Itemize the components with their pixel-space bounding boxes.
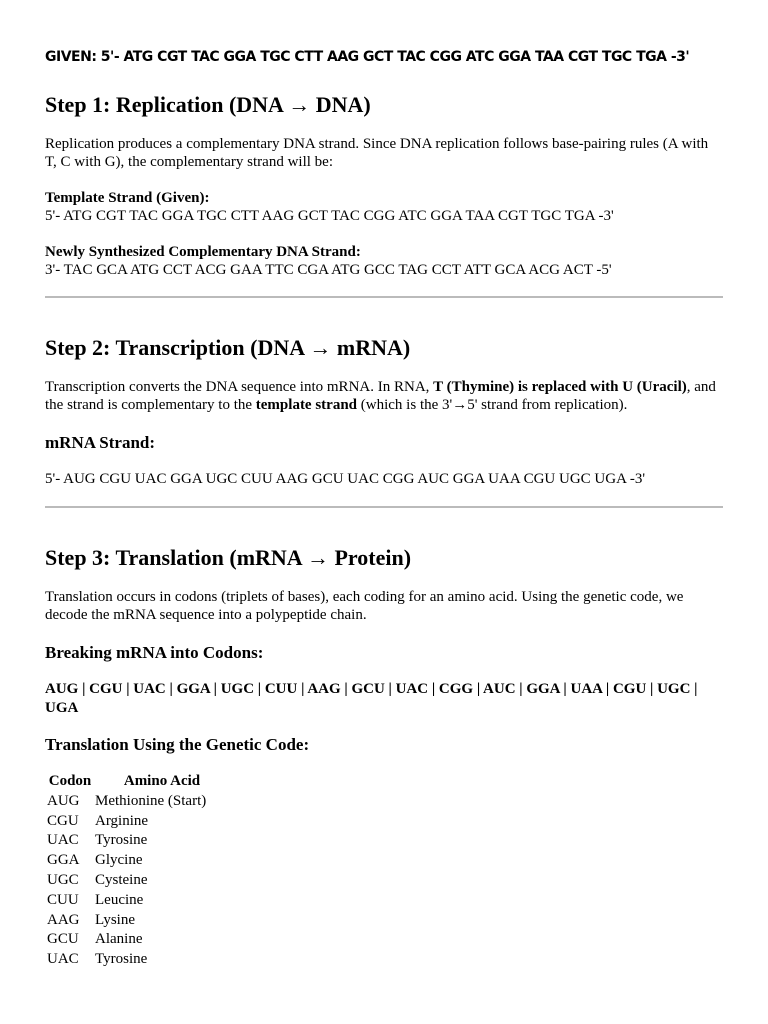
- section-divider: [45, 296, 723, 298]
- new-strand-sequence: 3'- TAC GCA ATG CCT ACG GAA TTC CGA ATG GCC TAG CCT ATT GCA ACG ACT -5': [45, 262, 612, 278]
- table-row: UAC Tyrosine: [47, 951, 148, 968]
- step3-heading: Step 3: Translation (mRNA → Protein): [45, 545, 412, 570]
- table-header-row: [45, 772, 229, 792]
- genetic-code-table: [45, 772, 229, 970]
- step2-intro: Transcription converts the DNA sequence into mRNA. In RNA, T (Thymine) is replaced with U (Uracil), and the strand is complementary to the template strand (which is the 3'→5' strand from replication).: [45, 379, 716, 413]
- mrna-strand-sequence: 5'- AUG CGU UAC GGA UGC CUU AAG GCU UAC CGG AUC GGA UAA CGU UGC UGA -3': [45, 471, 646, 487]
- genetic-code-heading: Translation Using the Genetic Code:: [45, 735, 310, 754]
- table-row: CUU Leucine: [47, 891, 144, 908]
- section-divider: [45, 506, 723, 508]
- codons-heading: Breaking mRNA into Codons:: [45, 643, 264, 662]
- codon-list: AUG | CGU | UAC | GGA | UGC | CUU | AAG | GCU | UAC | CGG | AUC | GGA | UAA | CGU | UGC | UGA: [45, 681, 698, 716]
- table-row: GCU Alanine: [47, 931, 143, 948]
- table-row: GGA Glycine: [47, 852, 143, 869]
- template-strand-sequence: 5'- ATG CGT TAC GGA TGC CTT AAG GCT TAC CGG ATC GGA TAA CGT TGC TGA -3': [45, 208, 614, 224]
- given-sequence: GIVEN: 5'- ATG CGT TAC GGA TGC CTT AAG GCT TAC CGG ATC GGA TAA CGT TGC TGA -3': [45, 49, 690, 65]
- step1-heading: Step 1: Replication (DNA → DNA): [45, 92, 371, 117]
- step1-intro: Replication produces a complementary DNA strand. Since DNA replication follows base-pairing rules (A with T, C with G), the complementary strand will be:: [45, 136, 709, 170]
- mrna-strand-heading: mRNA Strand:: [45, 433, 156, 452]
- table-row: CGU Arginine: [47, 812, 149, 829]
- step3-intro: Translation occurs in codons (triplets of bases), each coding for an amino acid. Using the genetic code, we decode the mRNA sequence into a polypeptide chain.: [45, 589, 684, 623]
- codon-column-header: Codon: [48, 773, 92, 789]
- template-strand-label: Template Strand (Given):: [45, 190, 210, 206]
- new-strand-label: Newly Synthesized Complementary DNA Strand:: [45, 244, 361, 260]
- amino-acid-column-header: Amino Acid: [123, 773, 201, 789]
- template-strand-note: template strand: [255, 397, 358, 413]
- table-row: UGC Cysteine: [47, 871, 148, 888]
- table-row: AAG Lysine: [47, 911, 135, 928]
- step2-heading: Step 2: Transcription (DNA → mRNA): [45, 335, 411, 360]
- table-row: UAC Tyrosine: [47, 832, 148, 849]
- thymine-uracil-note: T (Thymine) is replaced with U (Uracil): [433, 379, 687, 395]
- table-row: AUG Methionine (Start): [47, 792, 207, 809]
